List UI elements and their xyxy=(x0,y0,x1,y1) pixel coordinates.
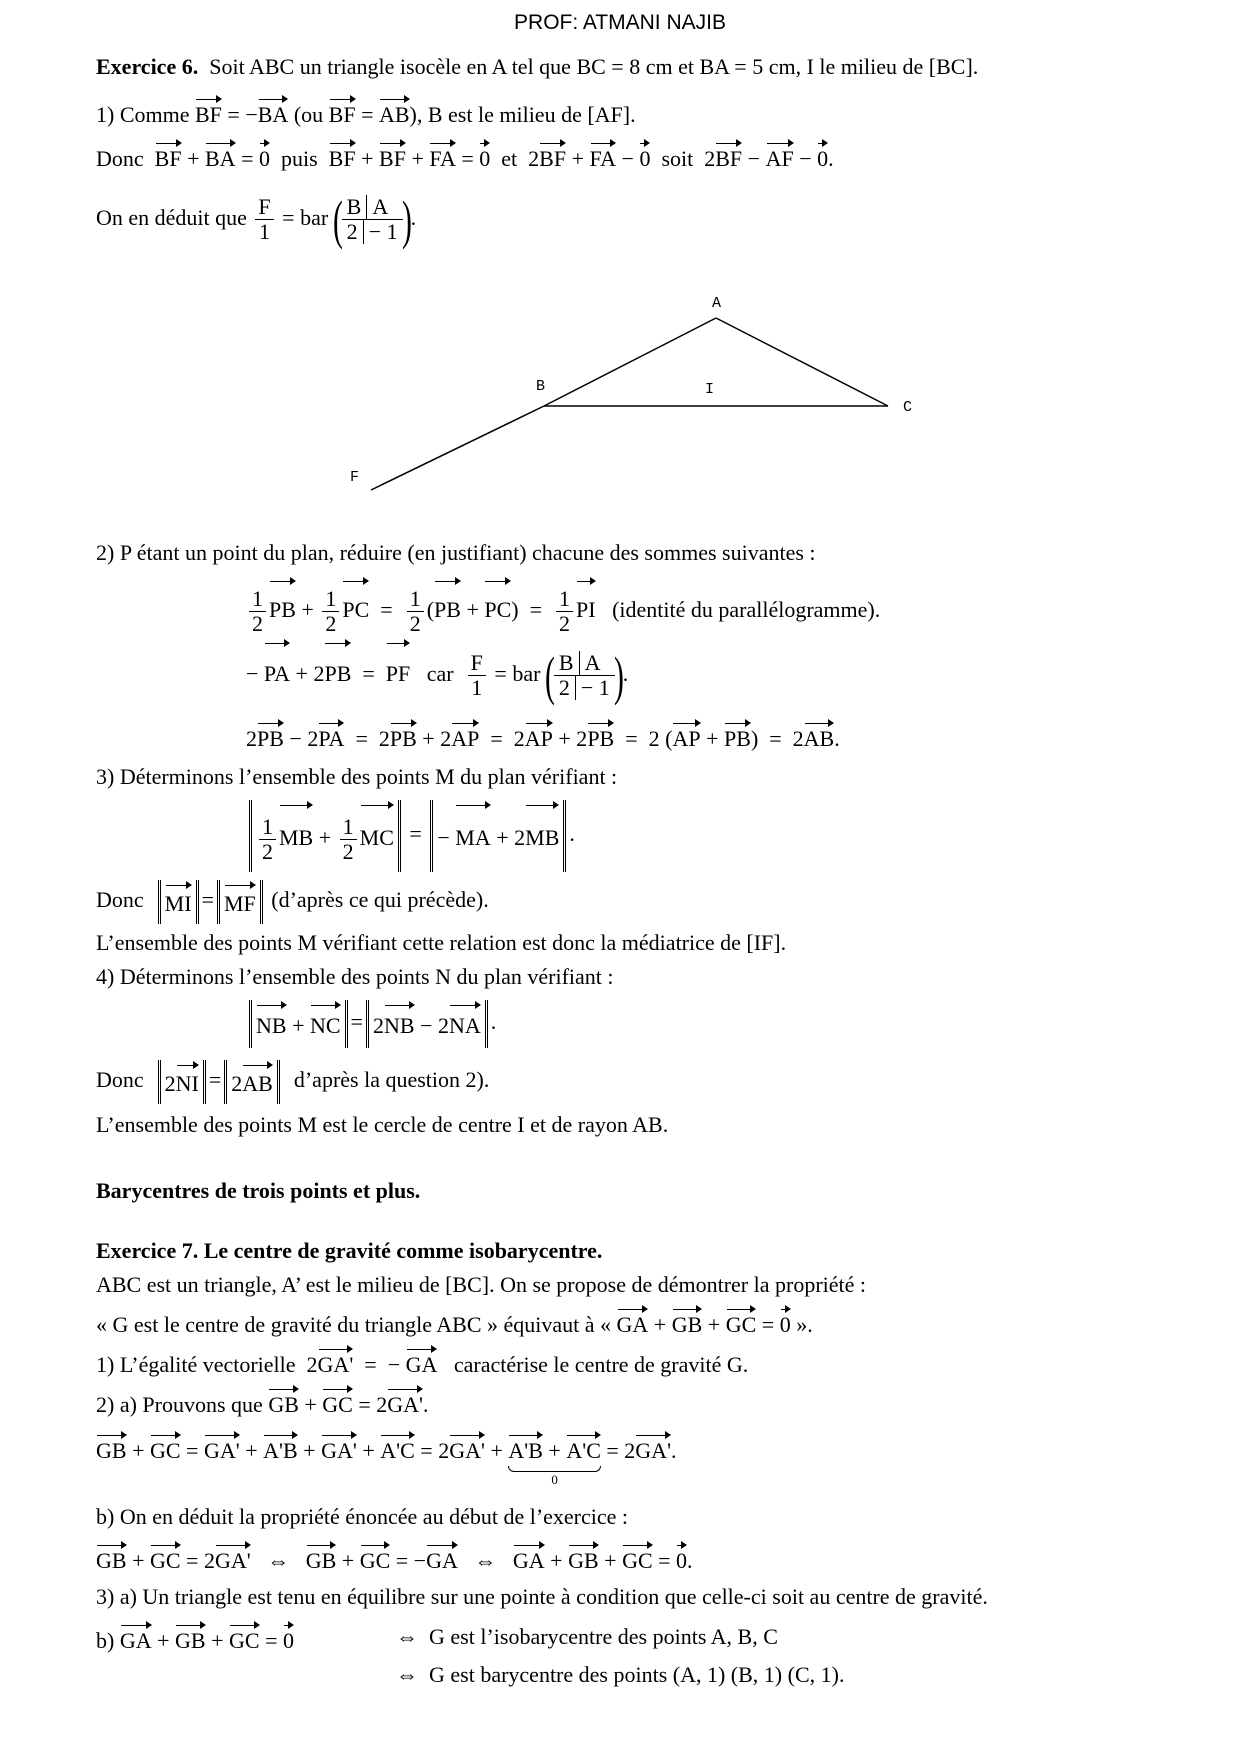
ex6-soit: soit xyxy=(661,146,694,171)
page-header: PROF: ATMANI NAJIB xyxy=(514,11,726,34)
ex7-q3a: 3) a) Un triangle est tenu en équilibre sur une pointe à condition que celle-ci soit au centre de gravité. xyxy=(96,1584,988,1609)
bar-label-2: bar xyxy=(512,661,541,686)
label-B: B xyxy=(536,378,546,395)
ex6-q4-donc-line: Donc 2NI = 2AB d’après la question 2). xyxy=(96,1060,489,1104)
segment-BF xyxy=(371,406,544,490)
ex6-q1-ou: (ou xyxy=(293,102,324,127)
ex7-q1-start: 1) L’égalité vectorielle xyxy=(96,1352,296,1377)
ex6-q3-donc: Donc xyxy=(96,887,144,913)
ex6-car: car xyxy=(426,661,454,686)
ex7-iso1: G est l’isobarycentre des points A, B, C xyxy=(429,1624,778,1649)
ex6-q2-line1: $\frac{1}{2}$ PB + $\frac{1}{2}$ PC = $\frac{1}{2}$ (PB + PC) = $\frac{1}{2}$ PI (identité du parallélogramme). xyxy=(246,578,880,638)
label-A: A xyxy=(712,295,722,312)
ex7-iso1-line: ⇔ G est l’isobarycentre des points A, B, C xyxy=(396,1624,778,1649)
ex7-iso2-line: ⇔ G est barycentre des points (A, 1) (B, 1) (C, 1). xyxy=(396,1662,845,1687)
ex6-title: Exercice 6. xyxy=(96,54,199,79)
ex7-intro: ABC est un triangle, A’ est le milieu de [BC]. On se propose de démontrer la propriété : xyxy=(96,1272,867,1297)
ex7-q3b-label: b) xyxy=(96,1628,115,1653)
ex7-q2a-proof: GB + GC = GA' + A'B + GA' + A'C = 2GA' + A'B + A'C 0 = 2GA'. xyxy=(96,1432,677,1488)
ex6-q1-intro: 1) Comme xyxy=(96,102,190,127)
segment-AC xyxy=(716,318,888,406)
ex7-title: Exercice 7. Le centre de gravité comme isobarycentre. xyxy=(96,1238,603,1263)
ex7-q2a: 2) a) Prouvons que xyxy=(96,1392,263,1417)
ex6-q4-donc: Donc xyxy=(96,1067,144,1093)
ex6-statement: Soit ABC un triangle isocèle en A tel que BC = 8 cm et BA = 5 cm, I le milieu de [BC]. xyxy=(209,54,979,79)
ex7-iso2: G est barycentre des points (A, 1) (B, 1) (C, 1). xyxy=(429,1662,845,1687)
ex7-q2a-line: 2) a) Prouvons que GB + GC = 2GA'. xyxy=(96,1386,429,1420)
ex6-q4-concl: L’ensemble des points M est le cercle de centre I et de rayon AB. xyxy=(96,1112,669,1137)
ex6-et: et xyxy=(501,146,518,171)
ex6-q3-equation: $\frac{1}{2}$ MB + $\frac{1}{2}$ MC = − MA + 2MB . xyxy=(246,800,575,872)
ex6-q2: 2) P étant un point du plan, réduire (en justifiant) chacune des sommes suivantes : xyxy=(96,540,816,565)
ex6-statement-line xyxy=(96,52,978,82)
ex6-q4-equation: NB + NC = 2NB − 2NA . xyxy=(246,1000,496,1048)
ex6-q4: 4) Déterminons l’ensemble des points N du plan vérifiant : xyxy=(96,964,614,989)
ex7-prop-line: « G est le centre de gravité du triangle ABC » équivaut à « GA + GB + GC = 0 ». xyxy=(96,1306,813,1340)
ex6-q1-line: 1) Comme BF = −BA (ou BF = AB), B est le milieu de [AF]. xyxy=(96,96,636,130)
ex7-q2b-equiv: GB + GC = 2GA' ⇔ GB + GC = −GA ⇔ GA + GB + GC = 0. xyxy=(96,1542,693,1576)
ex7-q1-end: caractérise le centre de gravité G. xyxy=(453,1352,749,1377)
ex6-q2-line2: − PA + 2PB = PF car $\frac{F}{1}$ = bar ( B A 2 − 1 ). xyxy=(246,640,628,704)
ex7-q3b-line: b) GA + GB + GC = 0 xyxy=(96,1622,294,1656)
ex7-q1-line: 1) L’égalité vectorielle 2GA' = − GA caractérise le centre de gravité G. xyxy=(96,1346,748,1380)
label-C: C xyxy=(903,399,913,416)
ex6-q3-concl: L’ensemble des points M vérifiant cette relation est donc la médiatrice de [IF]. xyxy=(96,930,787,955)
ex7-prop-start: « G est le centre de gravité du triangle ABC » équivaut à « xyxy=(96,1312,612,1337)
ex6-donc: Donc xyxy=(96,146,144,171)
ex6-q4-justif: d’après la question 2). xyxy=(293,1067,490,1093)
ex6-q1-end: ), B est le milieu de [AF]. xyxy=(409,102,636,127)
ex6-donc-line: Donc BF + BA = 0 puis BF + BF + FA = 0 et 2BF + FA − 0 soit 2BF − AF − 0. xyxy=(96,140,834,174)
ex6-puis: puis xyxy=(280,146,318,171)
ex6-q3: 3) Déterminons l’ensemble des points M du plan vérifiant : xyxy=(96,764,618,789)
ex6-deduit: On en déduit que xyxy=(96,205,247,230)
bar-label: bar xyxy=(300,205,329,230)
label-I: I xyxy=(705,381,715,398)
segment-AB xyxy=(544,318,716,406)
triangle-figure xyxy=(340,285,940,500)
ex7-prop-end: ». xyxy=(796,1312,813,1337)
ex6-q3-donc-line: Donc MI = MF (d’après ce qui précède). xyxy=(96,880,489,924)
section-title: Barycentres de trois points et plus. xyxy=(96,1178,421,1203)
ex6-q2-paral: (identité du parallélogramme). xyxy=(612,597,881,622)
ex6-q2-line3: 2PB − 2PA = 2PB + 2AP = 2AP + 2PB = 2 (AP + PB) = 2AB. xyxy=(246,720,840,754)
label-F: F xyxy=(350,469,360,486)
ex6-q3-justif: (d’après ce qui précède). xyxy=(271,887,489,913)
ex6-deduit-line: On en déduit que $\frac{F}{1}$ = bar ( B A 2 − 1 ). xyxy=(96,189,417,250)
ex7-q2b: b) On en déduit la propriété énoncée au début de l’exercice : xyxy=(96,1504,629,1529)
